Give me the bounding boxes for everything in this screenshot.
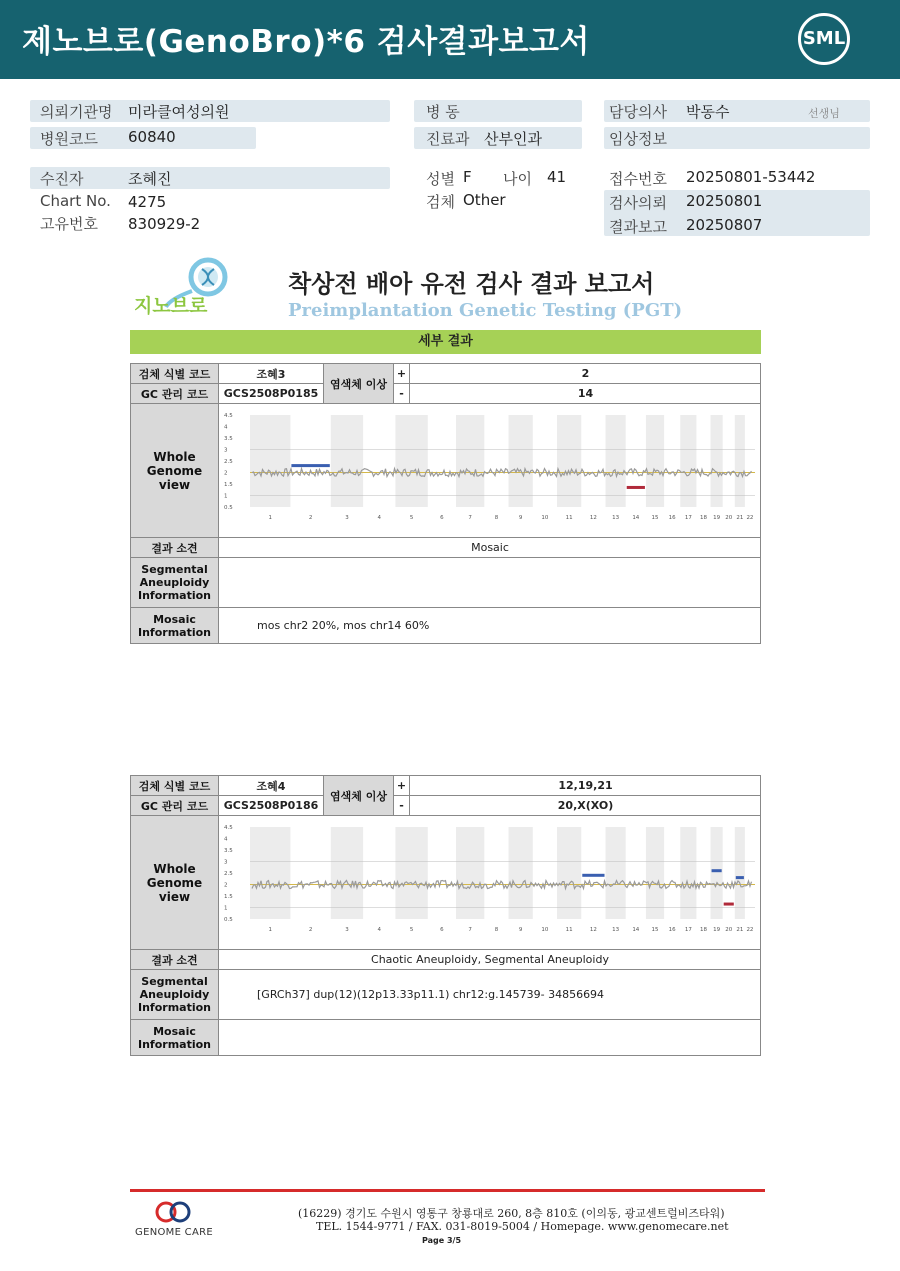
ward-label: 병 동 — [426, 103, 460, 121]
x-tick-label: 11 — [565, 514, 573, 521]
request-date-value: 20250801 — [686, 192, 763, 210]
chromosome-band — [735, 415, 745, 507]
x-tick-label: 20 — [725, 514, 733, 521]
mosaic-label: Mosaic Information — [131, 1020, 219, 1055]
specimen-code-label: 검체 식별 코드 — [131, 364, 219, 384]
whole-genome-label: Whole Genome view — [131, 816, 219, 950]
finding-value: Chaotic Aneuploidy, Segmental Aneuploidy — [219, 950, 761, 970]
x-tick-label: 2 — [308, 926, 313, 933]
cnv-segment-chr2 — [291, 464, 329, 467]
receipt-value: 20250801-53442 — [686, 168, 816, 186]
x-tick-label: 19 — [713, 926, 721, 933]
minus-sign: - — [394, 796, 410, 816]
x-tick-label: 3 — [345, 926, 349, 933]
abnormality-label: 염색체 이상 — [324, 364, 394, 404]
chromosome-band — [395, 415, 427, 507]
sml-logo-text: SML — [802, 28, 846, 49]
x-tick-label: 6 — [440, 514, 444, 521]
mosaic-value: mos chr2 20%, mos chr14 60% — [257, 619, 430, 632]
chromosome-band — [456, 827, 484, 919]
x-tick-label: 5 — [409, 514, 414, 521]
gc-code-label: GC 관리 코드 — [131, 796, 219, 816]
y-tick-label: 4.5 — [224, 412, 233, 419]
loss-value: 14 — [410, 384, 761, 404]
segmental-value — [219, 558, 761, 608]
report-title: 제노브로(GenoBro)*6 검사결과보고서 — [22, 24, 590, 60]
dept-value: 산부인과 — [484, 130, 542, 148]
y-tick-label: 2.5 — [224, 870, 233, 877]
receipt-label: 접수번호 — [609, 170, 667, 188]
mosaic-label: Mosaic Information — [131, 608, 219, 643]
main-report-subtitle: Preimplantation Genetic Testing (PGT) — [288, 300, 683, 321]
x-tick-label: 4 — [377, 926, 382, 933]
chromosome-band — [711, 827, 723, 919]
x-tick-label: 3 — [345, 514, 349, 521]
segmental-label: Segmental Aneuploidy Information — [131, 970, 219, 1020]
x-tick-label: 10 — [541, 514, 549, 521]
x-tick-label: 8 — [494, 926, 499, 933]
header-bar — [0, 0, 900, 79]
unique-label: 고유번호 — [40, 215, 98, 233]
chromosome-band — [250, 415, 290, 507]
x-tick-label: 20 — [725, 926, 733, 933]
chromosome-band — [646, 415, 664, 507]
x-tick-label: 13 — [612, 514, 620, 521]
x-tick-label: 12 — [589, 926, 597, 933]
sample-table-1 — [130, 363, 761, 644]
chromosome-band — [509, 415, 533, 507]
patient-pill — [30, 167, 390, 189]
age-label: 나이 — [503, 170, 532, 188]
doctor-suffix: 선생님 — [808, 107, 840, 120]
plus-sign: + — [394, 364, 410, 384]
specimen-value: Other — [463, 191, 506, 209]
y-tick-label: 1 — [224, 493, 228, 499]
x-tick-label: 21 — [736, 926, 744, 933]
x-tick-label: 13 — [612, 926, 620, 933]
segmental-value: [GRCh37] dup(12)(12p13.33p11.1) chr12:g.145739- 34856694 — [219, 970, 761, 1020]
whole-genome-label: Whole Genome view — [131, 404, 219, 538]
chromosome-band — [456, 415, 484, 507]
x-tick-label: 1 — [268, 926, 272, 933]
patient-value: 조혜진 — [128, 170, 172, 188]
whole-genome-plot — [220, 407, 760, 535]
genome-care-mark — [128, 1200, 220, 1228]
genome-care-text: GENOME CARE — [135, 1227, 213, 1238]
gc-code-label: GC 관리 코드 — [131, 384, 219, 404]
y-tick-label: 1.5 — [224, 893, 233, 900]
cnv-segment-chr12 — [582, 873, 604, 876]
cnv-segment-chr21 — [736, 876, 744, 879]
chromosome-band — [646, 827, 664, 919]
gain-value: 12,19,21 — [410, 776, 761, 796]
x-tick-label: 11 — [565, 926, 573, 933]
x-tick-label: 1 — [268, 514, 272, 521]
x-tick-label: 9 — [518, 926, 523, 933]
y-tick-label: 2.5 — [224, 458, 233, 465]
footer-divider — [130, 1189, 765, 1192]
abnormality-label: 염색체 이상 — [324, 776, 394, 816]
x-tick-label: 15 — [651, 926, 659, 933]
patient-label: 수진자 — [40, 170, 84, 188]
y-tick-label: 2 — [224, 470, 228, 476]
chromosome-band — [509, 827, 533, 919]
whole-genome-plot-cell — [219, 404, 761, 538]
x-tick-label: 14 — [632, 514, 640, 521]
y-tick-label: 4.5 — [224, 824, 233, 831]
y-tick-label: 3 — [224, 859, 228, 865]
x-tick-label: 12 — [589, 514, 597, 521]
requesting-org-label: 의뢰기관명 — [40, 103, 113, 121]
mosaic-value — [219, 1020, 761, 1055]
x-tick-label: 16 — [668, 926, 676, 933]
unique-value: 830929-2 — [128, 215, 201, 233]
y-tick-label: 0.5 — [224, 916, 233, 923]
finding-label: 결과 소견 — [131, 950, 219, 970]
genobro-brand-text: 지노브로 — [134, 295, 208, 317]
y-tick-label: 1.5 — [224, 481, 233, 488]
y-tick-label: 0.5 — [224, 504, 233, 511]
sml-logo — [798, 13, 850, 65]
report-date-label: 결과보고 — [609, 218, 667, 236]
chromosome-band — [557, 415, 581, 507]
page-number: Page 3/5 — [422, 1236, 462, 1245]
chart-value: 4275 — [128, 193, 167, 211]
chromosome-band — [557, 827, 581, 919]
x-tick-label: 22 — [746, 514, 754, 521]
doctor-value: 박동수 — [686, 103, 730, 121]
x-tick-label: 18 — [699, 926, 707, 933]
x-tick-label: 14 — [632, 926, 640, 933]
x-tick-label: 15 — [651, 514, 659, 521]
dept-label: 진료과 — [426, 130, 470, 148]
x-tick-label: 22 — [746, 926, 754, 933]
chromosome-band — [711, 415, 723, 507]
finding-label: 결과 소견 — [131, 538, 219, 558]
chromosome-band — [331, 415, 363, 507]
y-tick-label: 3.5 — [224, 435, 233, 442]
x-tick-label: 21 — [736, 514, 744, 521]
cnv-segment-chr20 — [724, 902, 734, 905]
clinical-label: 임상정보 — [609, 130, 667, 148]
y-tick-label: 4 — [224, 424, 228, 430]
chromosome-band — [735, 827, 745, 919]
doctor-label: 담당의사 — [609, 103, 667, 121]
gc-code-value: GCS2508P0185 — [219, 384, 324, 404]
genobro-logo-mark — [130, 255, 245, 320]
x-tick-label: 4 — [377, 514, 382, 521]
main-report-title: 착상전 배아 유전 검사 결과 보고서 — [288, 270, 655, 298]
sex-label: 성별 — [426, 170, 455, 188]
plus-sign: + — [394, 776, 410, 796]
whole-genome-plot-cell — [219, 816, 761, 950]
y-tick-label: 1 — [224, 905, 228, 911]
finding-value: Mosaic — [219, 538, 761, 558]
x-tick-label: 7 — [468, 926, 472, 933]
request-date-label: 검사의뢰 — [609, 194, 667, 212]
x-tick-label: 16 — [668, 514, 676, 521]
chromosome-band — [250, 827, 290, 919]
sample-table-2 — [130, 775, 761, 1056]
chromosome-band — [680, 827, 696, 919]
y-tick-label: 2 — [224, 882, 228, 888]
footer-address: (16229) 경기도 수원시 영통구 창룡대로 260, 8층 810호 (이의동, 광교센트럴비즈타워) — [298, 1207, 725, 1220]
cnv-segment-chr14 — [627, 485, 645, 488]
genobro-logo — [130, 255, 245, 320]
chromosome-band — [680, 415, 696, 507]
specimen-code-value: 조혜3 — [219, 364, 324, 384]
specimen-label: 검체 — [426, 193, 455, 211]
x-tick-label: 6 — [440, 926, 444, 933]
x-tick-label: 5 — [409, 926, 414, 933]
genome-care-logo — [128, 1200, 220, 1242]
cnv-segment-chr19 — [712, 869, 722, 872]
footer-contact: TEL. 1544-9771 / FAX. 031-8019-5004 / Homepage. www.genomecare.net — [316, 1220, 729, 1233]
whole-genome-plot — [220, 819, 760, 947]
chromosome-band — [606, 415, 626, 507]
x-tick-label: 19 — [713, 514, 721, 521]
x-tick-label: 2 — [308, 514, 313, 521]
report-date-value: 20250807 — [686, 216, 763, 234]
y-tick-label: 3 — [224, 447, 228, 453]
sex-value: F — [463, 168, 472, 186]
chromosome-band — [395, 827, 427, 919]
chart-label: Chart No. — [40, 192, 111, 210]
minus-sign: - — [394, 384, 410, 404]
specimen-code-value: 조혜4 — [219, 776, 324, 796]
y-tick-label: 3.5 — [224, 847, 233, 854]
chromosome-band — [606, 827, 626, 919]
requesting-org-value: 미라클여성의원 — [128, 103, 230, 121]
segmental-label: Segmental Aneuploidy Information — [131, 558, 219, 608]
gain-value: 2 — [410, 364, 761, 384]
x-tick-label: 7 — [468, 514, 472, 521]
y-tick-label: 4 — [224, 836, 228, 842]
age-value: 41 — [547, 168, 567, 186]
x-tick-label: 10 — [541, 926, 549, 933]
gc-code-value: GCS2508P0186 — [219, 796, 324, 816]
chromosome-band — [331, 827, 363, 919]
x-tick-label: 18 — [699, 514, 707, 521]
x-tick-label: 9 — [518, 514, 523, 521]
x-tick-label: 8 — [494, 514, 499, 521]
x-tick-label: 17 — [684, 514, 692, 521]
x-tick-label: 17 — [684, 926, 692, 933]
specimen-code-label: 검체 식별 코드 — [131, 776, 219, 796]
loss-value: 20,X(XO) — [410, 796, 761, 816]
hospital-code-label: 병원코드 — [40, 130, 98, 148]
section-detail-results: 세부 결과 — [130, 330, 761, 354]
hospital-code-value: 60840 — [128, 128, 176, 146]
